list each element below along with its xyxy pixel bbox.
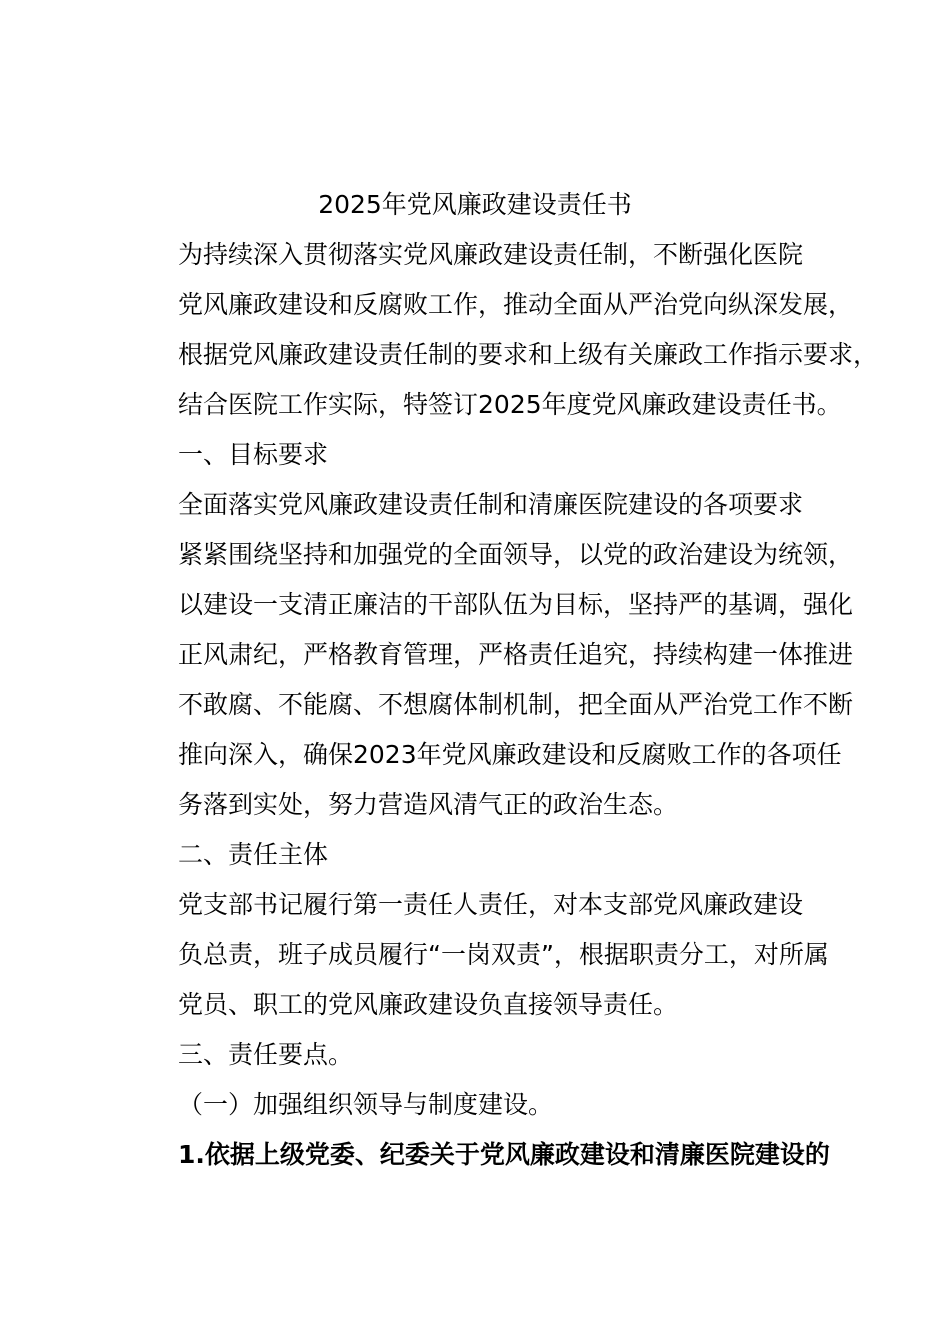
text-line: （一）加强组织领导与制度建设。 bbox=[178, 1090, 554, 1119]
text-line: 正风肃纪，严格教育管理，严格责任追究，持续构建一体推进 bbox=[178, 640, 854, 669]
text-line: 以建设一支清正廉洁的干部队伍为目标，坚持严的基调，强化 bbox=[178, 590, 854, 619]
item-heading-1 bbox=[128, 1130, 848, 1180]
text-line: 紧紧围绕坚持和加强党的全面领导，以党的政治建设为统领， bbox=[178, 540, 854, 569]
text-line: 负总责，班子成员履行“一岗双责”，根据职责分工，对所属 bbox=[178, 940, 829, 969]
text-line: 结合医院工作实际，特签订2025年度党风廉政建设责任书。 bbox=[178, 390, 842, 419]
text-line: 三、责任要点。 bbox=[178, 1040, 354, 1069]
text-line: 不敢腐、不能腐、不想腐体制机制，把全面从严治党工作不断 bbox=[178, 690, 854, 719]
text-line: 务落到实处，努力营造风清气正的政治生态。 bbox=[178, 790, 679, 819]
text-line: 二、责任主体 bbox=[178, 840, 329, 869]
paragraph-goals bbox=[128, 480, 854, 830]
subsection-heading-1 bbox=[128, 1080, 848, 1130]
section-heading-subject bbox=[128, 830, 848, 880]
text-line: 党员、职工的党风廉政建设负直接领导责任。 bbox=[178, 990, 679, 1019]
section-heading-points bbox=[128, 1030, 848, 1080]
document-body bbox=[128, 230, 879, 1180]
text-line: 为持续深入贯彻落实党风廉政建设责任制，不断强化医院 bbox=[178, 240, 804, 269]
document-title: 2025年党风廉政建设责任书 bbox=[318, 190, 632, 219]
paragraph-intro bbox=[128, 230, 879, 430]
paragraph-subject bbox=[128, 880, 848, 1030]
section-heading-goals bbox=[128, 430, 848, 480]
text-line: 全面落实党风廉政建设责任制和清廉医院建设的各项要求 bbox=[178, 490, 804, 519]
text-line: 根据党风廉政建设责任制的要求和上级有关廉政工作指示要求， bbox=[178, 340, 879, 369]
text-line: 党风廉政建设和反腐败工作，推动全面从严治党向纵深发展， bbox=[178, 290, 854, 319]
text-line: 1.依据上级党委、纪委关于党风廉政建设和清廉医院建设的 bbox=[178, 1140, 830, 1169]
text-line: 一、目标要求 bbox=[178, 440, 329, 469]
text-line: 推向深入，确保2023年党风廉政建设和反腐败工作的各项任 bbox=[178, 740, 842, 769]
text-line: 党支部书记履行第一责任人责任，对本支部党风廉政建设 bbox=[178, 890, 804, 919]
